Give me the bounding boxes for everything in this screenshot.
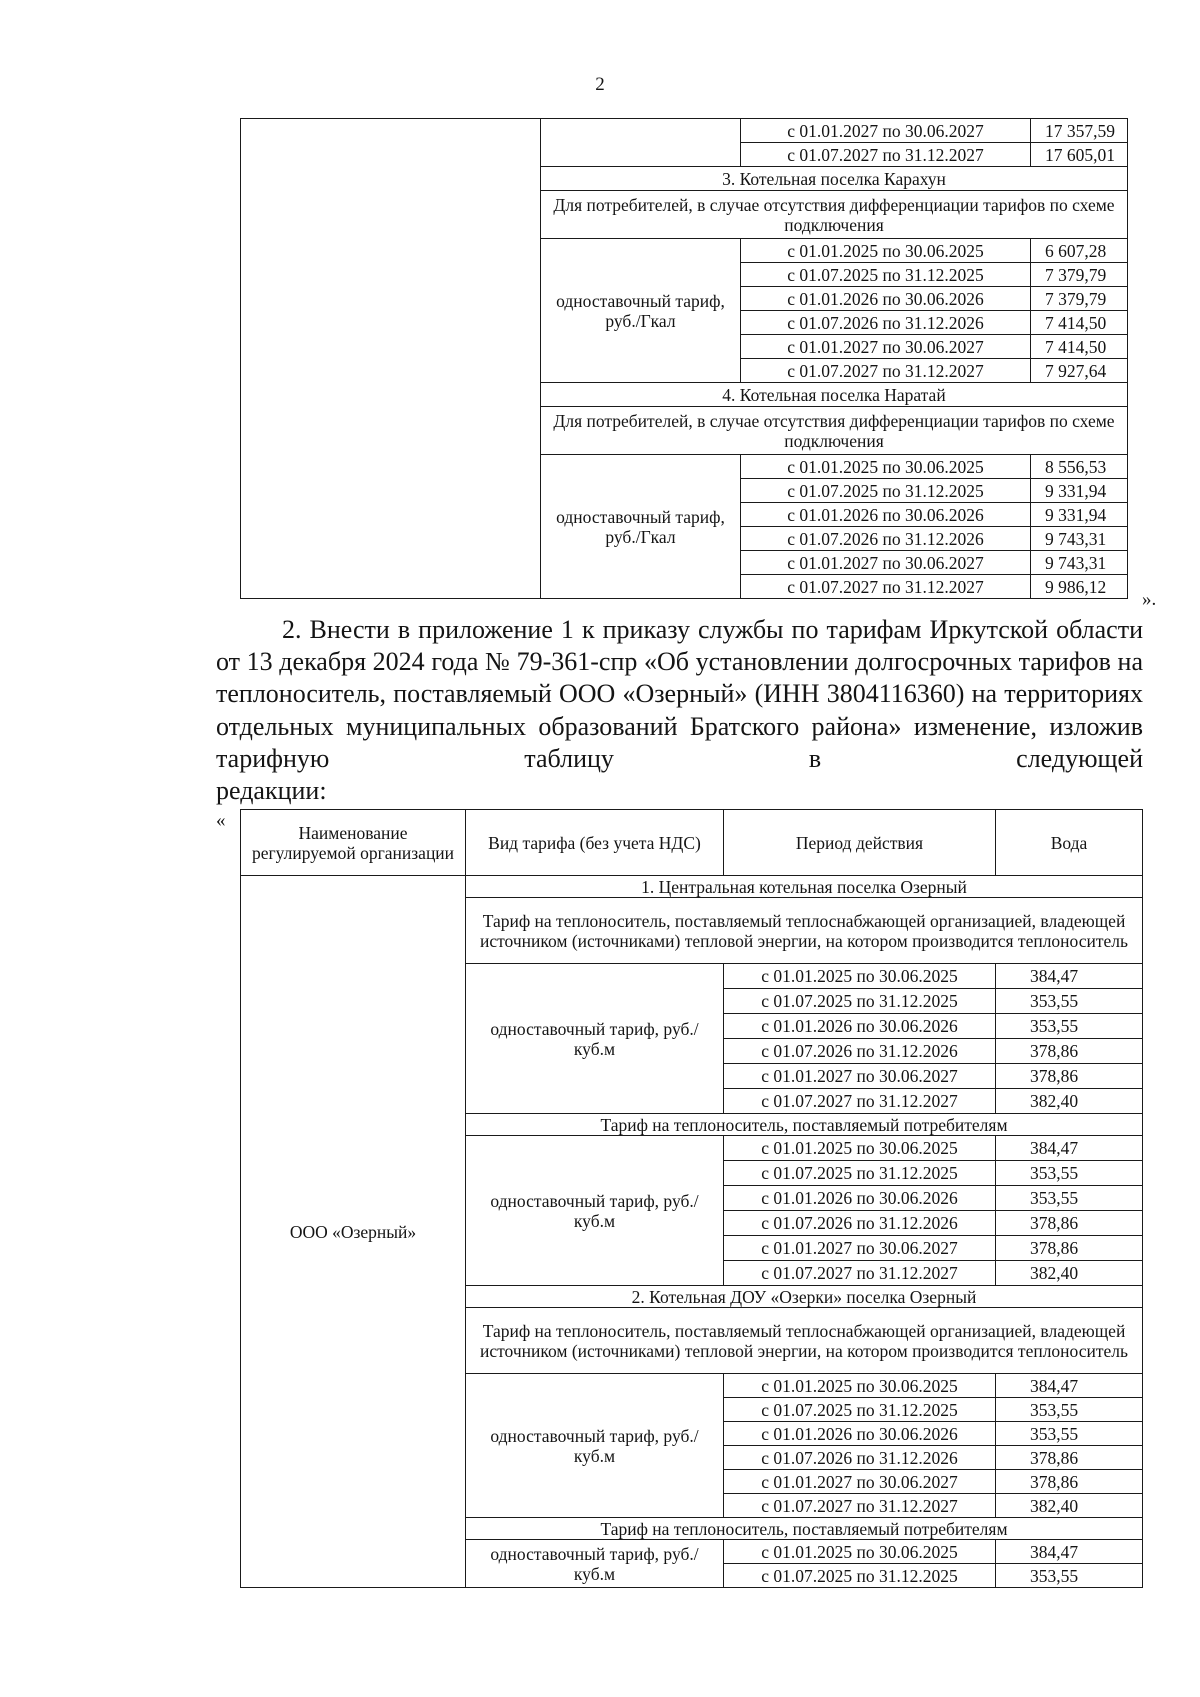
period-cell: с 01.01.2027 по 30.06.2027 — [741, 119, 1031, 143]
period-cell: с 01.01.2026 по 30.06.2026 — [741, 287, 1031, 311]
tariff-type-cell: одноставочный тариф, руб./Гкал — [541, 239, 741, 383]
paragraph-text: 2. Внести в приложение 1 к приказу службы по тарифам Иркутской области от 13 декабря 2024 года № 79-361-спр «Об установлении долгосрочных тарифов на теплоноситель, поставляемый ООО «Озерный» (ИНН 3804116360) на территориях отдельных муниципальных образований Братского района» изменение, изложив тарифную таблицу в следующей — [216, 615, 1143, 773]
value-cell: 382,40 — [996, 1089, 1143, 1114]
period-cell: с 01.01.2026 по 30.06.2026 — [724, 1014, 996, 1039]
value-cell: 384,47 — [996, 1136, 1143, 1161]
value-cell: 7 414,50 — [1031, 311, 1128, 335]
value-cell: 384,47 — [996, 1374, 1143, 1398]
blank-organization-cell — [241, 119, 541, 599]
period-cell: с 01.07.2026 по 31.12.2026 — [724, 1211, 996, 1236]
section-subtitle: Для потребителей, в случае отсутствия дифференциации тарифов по схеме подключения — [541, 407, 1128, 455]
period-cell: с 01.07.2026 по 31.12.2026 — [724, 1039, 996, 1064]
period-cell: с 01.07.2027 по 31.12.2027 — [724, 1089, 996, 1114]
period-cell: с 01.07.2027 по 31.12.2027 — [741, 143, 1031, 167]
period-cell: с 01.07.2025 по 31.12.2025 — [741, 479, 1031, 503]
period-cell: с 01.01.2027 по 30.06.2027 — [724, 1236, 996, 1261]
period-cell: с 01.07.2025 по 31.12.2025 — [724, 1161, 996, 1186]
subsection-title: Тариф на теплоноситель, поставляемый потребителям — [466, 1518, 1143, 1540]
value-cell: 378,86 — [996, 1039, 1143, 1064]
value-cell: 17 605,01 — [1031, 143, 1128, 167]
value-cell: 378,86 — [996, 1470, 1143, 1494]
period-cell: с 01.07.2025 по 31.12.2025 — [724, 1398, 996, 1422]
period-cell: с 01.01.2027 по 30.06.2027 — [741, 551, 1031, 575]
blank-tariff-cell — [541, 119, 741, 167]
value-cell: 9 331,94 — [1031, 503, 1128, 527]
value-cell: 384,47 — [996, 1540, 1143, 1564]
period-cell: с 01.07.2026 по 31.12.2026 — [741, 311, 1031, 335]
value-cell: 378,86 — [996, 1236, 1143, 1261]
tariff-type-cell: одноставочный тариф, руб./Гкал — [541, 455, 741, 599]
period-cell: с 01.07.2027 по 31.12.2027 — [741, 359, 1031, 383]
value-cell: 8 556,53 — [1031, 455, 1128, 479]
section-title: 4. Котельная поселка Наратай — [541, 383, 1128, 407]
value-cell: 378,86 — [996, 1064, 1143, 1089]
value-cell: 353,55 — [996, 1422, 1143, 1446]
value-cell: 353,55 — [996, 1161, 1143, 1186]
value-cell: 6 607,28 — [1031, 239, 1128, 263]
tariff-type-cell: одноставочный тариф, руб./куб.м — [466, 1374, 724, 1518]
value-cell: 353,55 — [996, 1186, 1143, 1211]
value-cell: 9 743,31 — [1031, 527, 1128, 551]
period-cell: с 01.01.2025 по 30.06.2025 — [724, 964, 996, 989]
period-cell: с 01.01.2025 по 30.06.2025 — [741, 239, 1031, 263]
period-cell: с 01.07.2025 по 31.12.2025 — [724, 989, 996, 1014]
header-tariff-type: Вид тарифа (без учета НДС) — [466, 810, 724, 876]
period-cell: с 01.01.2027 по 30.06.2027 — [724, 1470, 996, 1494]
value-cell: 378,86 — [996, 1446, 1143, 1470]
period-cell: с 01.07.2027 по 31.12.2027 — [741, 575, 1031, 599]
period-cell: с 01.01.2027 по 30.06.2027 — [741, 335, 1031, 359]
period-cell: с 01.01.2026 по 30.06.2026 — [724, 1422, 996, 1446]
subsection-title: Тариф на теплоноситель, поставляемый теплоснабжающей организацией, владеющей источником (источниками) тепловой энергии, на котором производится теплоноситель — [466, 898, 1143, 964]
period-cell: с 01.07.2027 по 31.12.2027 — [724, 1494, 996, 1518]
tariff-type-cell: одноставочный тариф, руб./куб.м — [466, 964, 724, 1114]
block-title: 1. Центральная котельная поселка Озерный — [466, 876, 1143, 898]
closing-quote: ». — [1142, 589, 1157, 610]
page-number: 2 — [595, 74, 605, 95]
value-cell: 353,55 — [996, 1564, 1143, 1588]
tariff-table-continuation — [240, 118, 1128, 599]
section-title: 3. Котельная поселка Карахун — [541, 167, 1128, 191]
value-cell: 382,40 — [996, 1494, 1143, 1518]
header-organization: Наименование регулируемой организации — [241, 810, 466, 876]
period-cell: с 01.07.2026 по 31.12.2026 — [724, 1446, 996, 1470]
amendment-paragraph — [216, 614, 1143, 807]
value-cell: 382,40 — [996, 1261, 1143, 1286]
value-cell: 7 379,79 — [1031, 263, 1128, 287]
tariff-type-cell: одноставочный тариф, руб./куб.м — [466, 1540, 724, 1588]
subsection-title: Тариф на теплоноситель, поставляемый потребителям — [466, 1114, 1143, 1136]
header-water: Вода — [996, 810, 1143, 876]
value-cell: 9 743,31 — [1031, 551, 1128, 575]
period-cell: с 01.01.2027 по 30.06.2027 — [724, 1064, 996, 1089]
value-cell: 17 357,59 — [1031, 119, 1128, 143]
value-cell: 9 986,12 — [1031, 575, 1128, 599]
period-cell: с 01.01.2026 по 30.06.2026 — [741, 503, 1031, 527]
period-cell: с 01.07.2025 по 31.12.2025 — [724, 1564, 996, 1588]
organization-cell: ООО «Озерный» — [241, 876, 466, 1588]
period-cell: с 01.07.2027 по 31.12.2027 — [724, 1261, 996, 1286]
block-title: 2. Котельная ДОУ «Озерки» поселка Озерный — [466, 1286, 1143, 1308]
period-cell: с 01.01.2025 по 30.06.2025 — [724, 1374, 996, 1398]
value-cell: 353,55 — [996, 1014, 1143, 1039]
period-cell: с 01.01.2025 по 30.06.2025 — [724, 1540, 996, 1564]
period-cell: с 01.01.2025 по 30.06.2025 — [724, 1136, 996, 1161]
value-cell: 7 414,50 — [1031, 335, 1128, 359]
value-cell: 7 927,64 — [1031, 359, 1128, 383]
tariff-type-cell: одноставочный тариф, руб./куб.м — [466, 1136, 724, 1286]
period-cell: с 01.01.2026 по 30.06.2026 — [724, 1186, 996, 1211]
subsection-title: Тариф на теплоноситель, поставляемый теплоснабжающей организацией, владеющей источником (источниками) тепловой энергии, на котором производится теплоноситель — [466, 1308, 1143, 1374]
value-cell: 353,55 — [996, 1398, 1143, 1422]
value-cell: 384,47 — [996, 964, 1143, 989]
section-subtitle: Для потребителей, в случае отсутствия дифференциации тарифов по схеме подключения — [541, 191, 1128, 239]
paragraph-last-line: редакции: — [216, 776, 327, 806]
period-cell: с 01.07.2026 по 31.12.2026 — [741, 527, 1031, 551]
period-cell: с 01.07.2025 по 31.12.2025 — [741, 263, 1031, 287]
tariff-table-new — [240, 809, 1143, 1588]
value-cell: 353,55 — [996, 989, 1143, 1014]
value-cell: 7 379,79 — [1031, 287, 1128, 311]
period-cell: с 01.01.2025 по 30.06.2025 — [741, 455, 1031, 479]
opening-quote: « — [216, 810, 226, 831]
value-cell: 9 331,94 — [1031, 479, 1128, 503]
header-period: Период действия — [724, 810, 996, 876]
value-cell: 378,86 — [996, 1211, 1143, 1236]
